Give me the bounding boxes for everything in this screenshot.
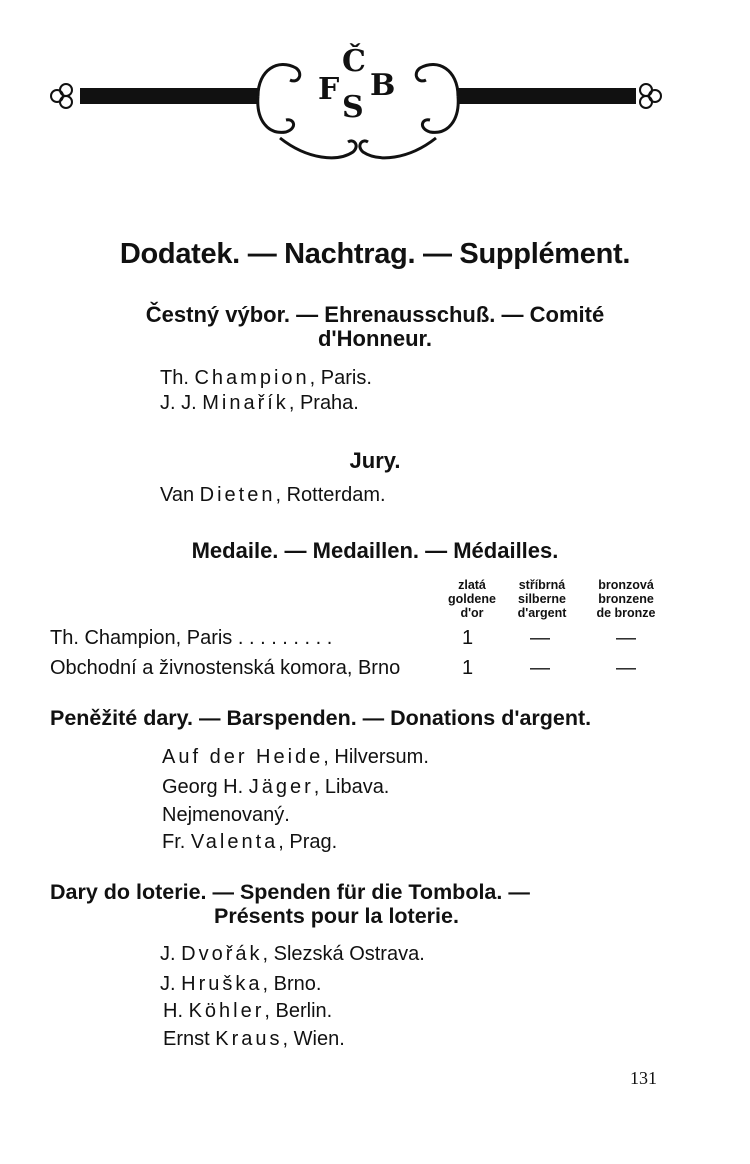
lottery-donor: Ernst Kraus, Wien. — [163, 1028, 345, 1050]
medal-column-silver: stříbrná silberne d'argent — [517, 578, 567, 620]
honor-member: J. J. Minařík, Praha. — [160, 392, 359, 414]
jury-heading: Jury. — [349, 448, 401, 473]
medal-row-bronze: — — [616, 627, 636, 649]
cash-donor: Fr. Valenta, Prag. — [162, 831, 338, 853]
cash-donor: Auf der Heide, Hilversum. — [162, 746, 429, 768]
medal-row-bronze: — — [616, 657, 636, 679]
lottery-heading: Dary do loterie. — Spenden für die Tombola. — — [50, 880, 530, 904]
medal-row-label: Obchodní a živnostenská komora, Brno — [50, 657, 401, 679]
medal-row-label: Th. Champion, Paris . . . . . . . . . — [50, 627, 333, 649]
lottery-donor: J. Hruška, Brno. — [160, 973, 322, 995]
cash-donor: Georg H. Jäger, Libava. — [162, 776, 390, 798]
page-title: Dodatek. — Nachtrag. — Supplément. — [119, 238, 631, 270]
medal-row-gold: 1 — [462, 657, 474, 679]
monogram-logo: Č F B S — [318, 44, 396, 125]
lottery-donor: H. Köhler, Berlin. — [163, 1000, 333, 1022]
cash-donor: Nejmenovaný. — [162, 804, 290, 826]
honor-member: Th. Champion, Paris. — [160, 367, 372, 389]
lottery-heading-cont: Présents pour la loterie. — [214, 904, 459, 928]
medal-column-bronze: bronzová bronzene de bronze — [596, 578, 656, 620]
lottery-donor: J. Dvořák, Slezská Ostrava. — [160, 943, 425, 965]
medal-row-silver: — — [530, 657, 550, 679]
honor-committee-heading-cont: d'Honneur. — [317, 326, 432, 351]
medal-column-gold: zlatá goldene d'or — [448, 578, 496, 620]
page-number: 131 — [630, 1068, 657, 1088]
medals-heading: Medaile. — Medaillen. — Médailles. — [191, 538, 559, 563]
medal-row-silver: — — [530, 627, 550, 649]
cash-donations-heading: Peněžité dary. — Barspenden. — Donations d'argent. — [50, 706, 592, 730]
honor-committee-heading: Čestný výbor. — Ehrenausschuß. — Comité — [145, 302, 605, 327]
medal-row-gold: 1 — [462, 627, 474, 649]
jury-member: Van Dieten, Rotterdam. — [160, 484, 386, 506]
